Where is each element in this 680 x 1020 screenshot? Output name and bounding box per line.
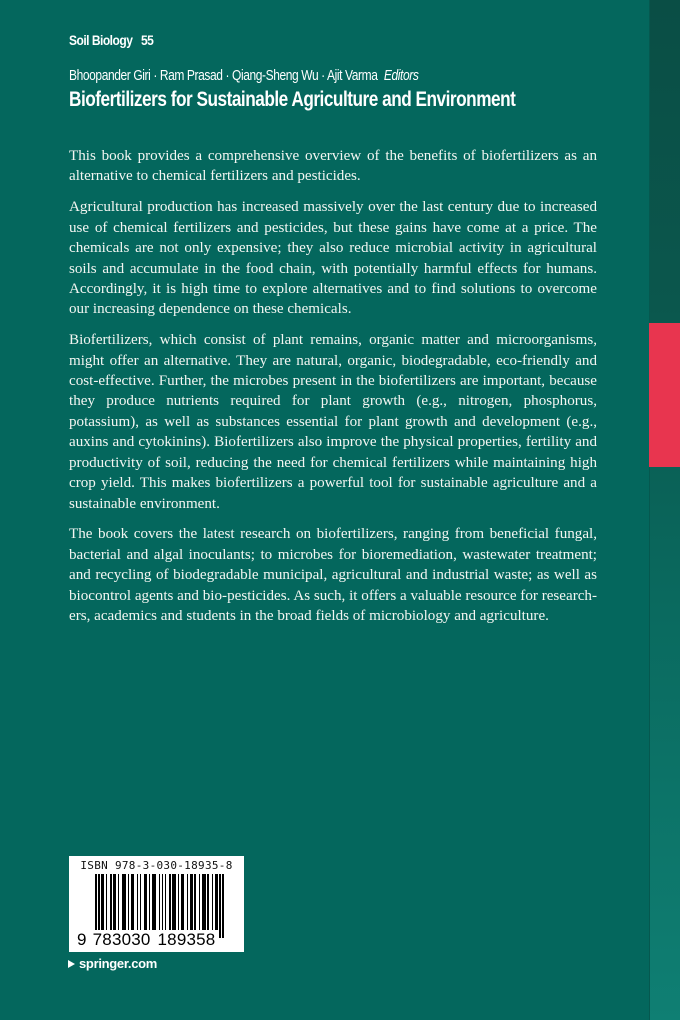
barcode-bars bbox=[95, 874, 242, 938]
series-label bbox=[69, 32, 153, 48]
editors-role: Editors bbox=[383, 67, 419, 84]
barcode-digits bbox=[77, 930, 242, 950]
blurb-paragraph: Biofertilizers, which consist of plant remains, organic matter and microorganisms, might offer an alternative. They are natural, organic, biodegradable, eco-friendly and cost-effective. Further, the microbes present in the biofertilizers are important, because they produce nutrients required for plant growth (e.g., nitrogen, phosphorus, potassium), as well as substances essential for plant growth and development (e.g., auxins and cytokinins). Biofertilizers also improve the physical properties, fertility and productivity of soil, reducing the need for chemical fertilizers while maintaining high crop yield. This makes biofertilizers a powerful tool for sustainable agriculture and a sustainable environment. bbox=[69, 332, 597, 512]
publisher-link-text[interactable]: springer.com bbox=[79, 956, 158, 971]
spine-color-tab bbox=[649, 323, 680, 467]
series-number: 55 bbox=[140, 32, 154, 48]
publisher-link[interactable] bbox=[68, 956, 157, 971]
series-name: Soil Biology bbox=[69, 32, 133, 48]
editors-line bbox=[69, 67, 418, 84]
blurb-paragraph: This book provides a comprehensive overview of the benefits of biofertilizers as an alternative to chemical fertilizers and pesticides. bbox=[69, 148, 597, 185]
isbn-barcode bbox=[69, 856, 244, 952]
blurb-paragraph: The book covers the latest research on biofertilizers, ranging from beneficial fungal, bacterial and algal inoculants; to microbes for bioremediation, wastewater treatment; and recycling of biodegradable municipal, agricultural and industrial waste; as well as biocontrol agents and bio-pesticides. As such, it offers a valuable resource for researchers, academics and students in the broad fields of microbiology and agriculture. bbox=[69, 526, 597, 625]
blurb bbox=[69, 146, 597, 637]
spine-strip bbox=[649, 0, 680, 1020]
book-title: Biofertilizers for Sustainable Agriculture and Environment bbox=[69, 88, 516, 111]
isbn-label: ISBN 978-3-030-18935-8 bbox=[80, 859, 233, 872]
barcode-digit-first: 9 bbox=[77, 930, 87, 949]
barcode-digits-group2: 189358 bbox=[157, 930, 216, 949]
play-arrow-icon bbox=[68, 960, 75, 968]
blurb-paragraph: Agricultural production has increased massively over the last century due to increased use of chemical fertilizers and pesticides, but these gains have come at a price. The chemicals are not only expensive; they also reduce microbial activity in agricultural soils and accumulate in the food chain, with potentially harmful effects for humans. Accordingly, it is high time to explore alternatives and to find solutions to overcome our increasing dependence on these chemicals. bbox=[69, 199, 597, 318]
editors-names: Bhoopander Giri · Ram Prasad · Qiang-Sheng Wu · Ajit Varma bbox=[69, 67, 378, 84]
barcode-digits-group1: 783030 bbox=[92, 930, 151, 949]
